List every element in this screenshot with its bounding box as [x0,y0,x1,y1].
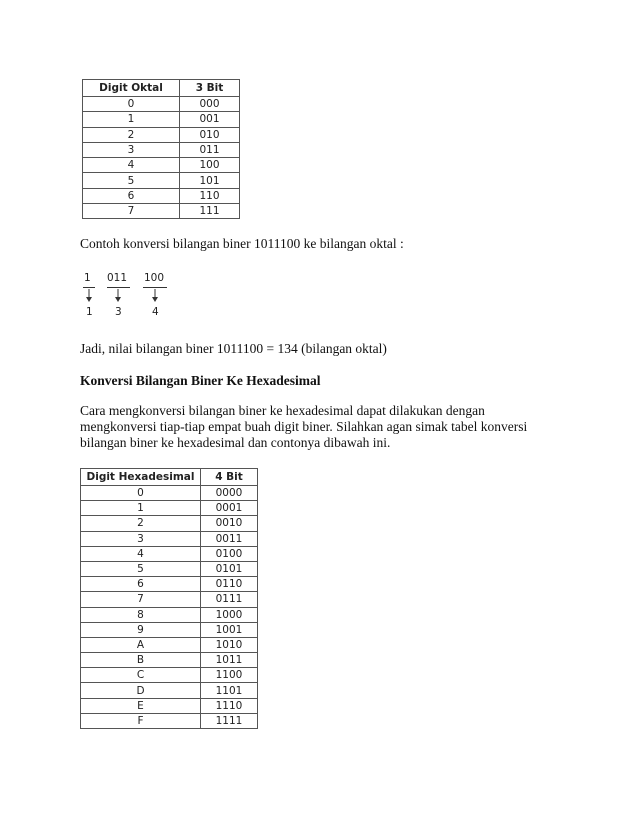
table-header-row [83,80,240,97]
digit-cell: C [81,668,201,683]
bit-cell: 1010 [201,637,258,652]
binary-grouping-diagram [80,272,180,322]
column-header: Digit Oktal [83,80,180,97]
bit-cell: 0010 [201,516,258,531]
group-digits: 1 [84,272,91,284]
digit-cell: 1 [83,112,180,127]
digit-cell: 2 [81,516,201,531]
digit-cell: 8 [81,607,201,622]
digit-cell: 1 [81,501,201,516]
bit-cell: 110 [180,188,240,203]
digit-cell: 4 [83,158,180,173]
bit-cell: 1011 [201,653,258,668]
group-underline [143,287,167,288]
bit-cell: 1111 [201,713,258,728]
bit-cell: 1000 [201,607,258,622]
bit-cell: 0001 [201,501,258,516]
table-row [81,637,258,652]
bit-cell: 101 [180,173,240,188]
section-heading: Konversi Bilangan Biner Ke Hexadesimal [80,373,321,388]
group-digits: 100 [144,272,165,284]
digit-cell: 0 [81,486,201,501]
table-row [81,531,258,546]
table-header-row [81,469,258,486]
digit-cell: D [81,683,201,698]
table-row [81,592,258,607]
octal-result-digit: 1 [86,306,93,318]
bit-cell: 011 [180,142,240,157]
bit-cell: 100 [180,158,240,173]
bit-cell: 0000 [201,486,258,501]
table-row [81,683,258,698]
table-row [81,653,258,668]
table-row [81,561,258,576]
digit-cell: E [81,698,201,713]
table-row [83,112,240,127]
table-row [81,516,258,531]
paragraph-line: mengkonversi tiap-tiap empat buah digit biner. Silahkan agan simak tabel konversi [80,419,528,434]
table-row [81,501,258,516]
table-row [83,97,240,112]
arrow-down-icon [84,289,94,303]
table-row [81,607,258,622]
column-header: Digit Hexadesimal [81,469,201,486]
bit-cell: 0110 [201,577,258,592]
digit-cell: 6 [81,577,201,592]
table-row [83,188,240,203]
table-row [83,158,240,173]
digit-cell: A [81,637,201,652]
table-row [83,142,240,157]
digit-cell: B [81,653,201,668]
table-row [83,127,240,142]
group-digits: 011 [107,272,128,284]
table-row [83,173,240,188]
paragraph-line: Cara mengkonversi bilangan biner ke hexadesimal dapat dilakukan dengan [80,403,485,418]
digit-cell: 5 [83,173,180,188]
digit-cell: 4 [81,546,201,561]
group-underline [83,287,95,288]
digit-cell: 9 [81,622,201,637]
arrow-down-icon [150,289,160,303]
bit-cell: 0100 [201,546,258,561]
digit-cell: 7 [83,204,180,219]
digit-cell: 3 [81,531,201,546]
paragraph-line: bilangan biner ke hexadesimal dan contonya dibawah ini. [80,435,391,450]
bit-cell: 010 [180,127,240,142]
octal-result-digit: 4 [152,306,159,318]
digit-cell: 6 [83,188,180,203]
bit-cell: 0011 [201,531,258,546]
bit-cell: 111 [180,204,240,219]
digit-cell: 7 [81,592,201,607]
bit-cell: 1110 [201,698,258,713]
digit-cell: 5 [81,561,201,576]
bit-cell: 001 [180,112,240,127]
digit-cell: 2 [83,127,180,142]
hexadecimal-conversion-table [80,468,258,729]
table-row [81,713,258,728]
table-row [81,668,258,683]
table-row [81,546,258,561]
bit-cell: 1001 [201,622,258,637]
digit-cell: 0 [83,97,180,112]
octal-result-digit: 3 [115,306,122,318]
bit-cell: 0111 [201,592,258,607]
table-row [81,577,258,592]
column-header: 4 Bit [201,469,258,486]
column-header: 3 Bit [180,80,240,97]
digit-cell: F [81,713,201,728]
bit-cell: 000 [180,97,240,112]
table-row [81,622,258,637]
bit-cell: 1100 [201,668,258,683]
table-row [81,486,258,501]
bit-cell: 0101 [201,561,258,576]
digit-cell: 3 [83,142,180,157]
octal-conversion-table [82,79,240,219]
table-row [81,698,258,713]
result-text: Jadi, nilai bilangan biner 1011100 = 134 (bilangan oktal) [80,341,387,356]
arrow-down-icon [113,289,123,303]
example-intro-text: Contoh konversi bilangan biner 1011100 ke bilangan oktal : [80,236,404,251]
table-row [83,204,240,219]
bit-cell: 1101 [201,683,258,698]
group-underline [107,287,130,288]
